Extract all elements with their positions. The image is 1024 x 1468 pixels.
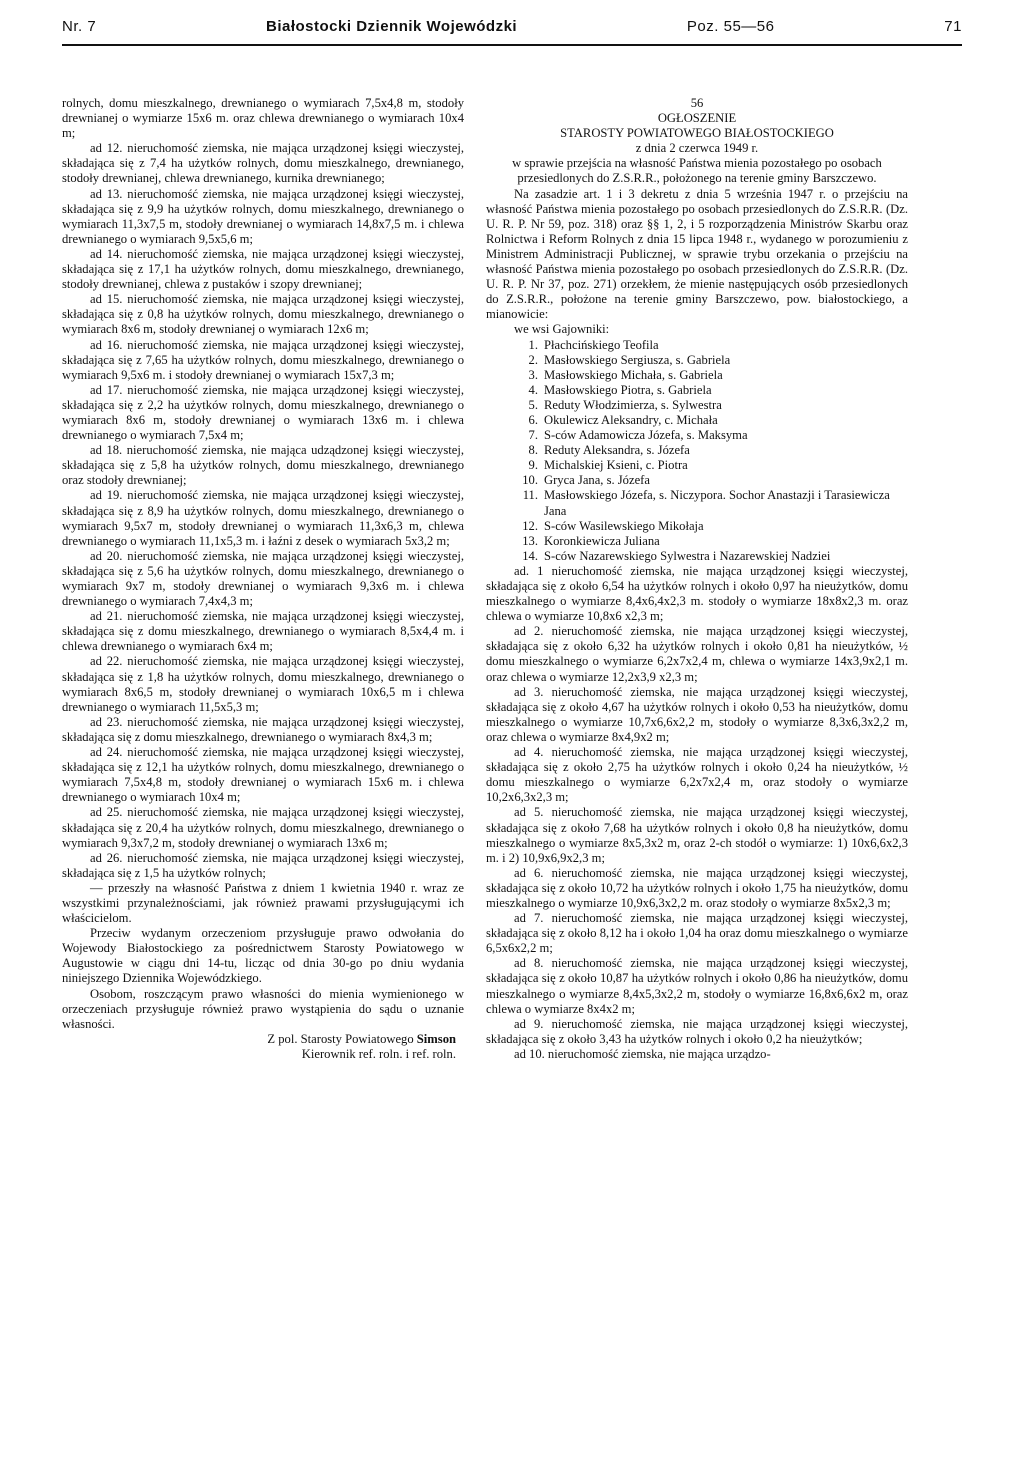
paragraph: ad 26. nieruchomość ziemska, nie mająca urządzonej księgi wieczystej, składająca się z 1,5 ha użytków rolnych; — [62, 850, 464, 880]
list-item: 4. Masłowskiego Piotra, s. Gabriela — [528, 382, 712, 397]
list-item: 13. Koronkiewicza Juliana — [522, 533, 660, 548]
list-item: 9. Michalskiej Ksieni, c. Piotra — [528, 458, 688, 473]
paragraph: ad 2. nieruchomość ziemska, nie mająca urządzonej księgi wieczystej, składająca się z około 6,32 ha użytków rolnych i około 0,81 ha nieużytków, ½ domu mieszkalnego o wymiarze 6,2x7x2,4 m, chlewa o wymiarze 14x3,9x2,1 m. oraz chlewa o wymiarze 12,2x3,9 x2,3 m; — [486, 624, 908, 684]
paragraph: ad 14. nieruchomość ziemska, nie mająca urządzonej księgi wieczystej, składająca się z 17,1 ha użytków rolnych, domu mieszkalnego, drewnianego, stodoły drewnianej, chlewa z pustaków i szopy drewnianej; — [62, 246, 464, 292]
paragraph: ad 9. nieruchomość ziemska, nie mająca urządzonej księgi wieczystej, składająca się z około 3,43 ha użytków rolnych i około 0,2 ha nieużytków; — [486, 1016, 908, 1046]
header-rule — [62, 44, 962, 46]
signature-name: Simson — [416, 1031, 456, 1046]
signature-prefix: Z pol. Starosty Powiatowego — [267, 1031, 414, 1046]
village-label: we wsi Gajowniki: — [514, 322, 610, 337]
page-number: 71 — [944, 18, 962, 35]
page-header — [62, 18, 962, 44]
left-column — [62, 96, 464, 1062]
paragraph: ad 17. nieruchomość ziemska, nie mająca urządzonej księgi wieczystej, składająca się z 2,2 ha użytków rolnych, domu mieszkalnego, drewnianego o wymiarach 8x6 m, stodoły drewnianej o wymiarach 13x6 m. i chlewa drewnianego o wymiarach 7,5x4 m; — [62, 382, 464, 443]
list-item: 14. S-ców Nazarewskiego Sylwestra i Nazarewskiej Nadziei — [522, 548, 831, 563]
appeal-paragraph: Przeciw wydanym orzeczeniom przysługuje prawo odwołania do Wojewody Białostockiego za pośrednictwem Starosty Powiatowego w Augustowie w ciągu dni 14-tu, licząc od dnia 30-go po dniu wydania niniejszego Dziennika Wojewódzkiego. — [62, 926, 464, 986]
signature-line — [62, 1032, 464, 1047]
paragraph: ad 16. nieruchomość ziemska, nie mająca urządzonej księgi wieczystej, składająca się z 7,65 ha użytków rolnych, domu mieszkalnego, drewnianego o wymiarach 9,5x6 m. i stodoły drewnianej o wymiarach 15x7,3 m; — [62, 337, 464, 382]
paragraph: ad 20. nieruchomość ziemska, nie mająca urządzonej księgi wieczystej, składająca się z 5,6 ha użytków rolnych, domu mieszkalnego, drewnianego o wymiarach 9x7 m, stodoły drewnianej o wymiarach 9,3x6 m. i chlewa drewnianego o wymiarach 7,4x4,3 m; — [62, 548, 464, 609]
paragraph: ad 10. nieruchomość ziemska, nie mająca urządzo- — [514, 1046, 771, 1061]
issue-number: Nr. 7 — [62, 18, 97, 35]
announcement-number: 56 — [690, 96, 704, 110]
list-item: 1. Płachcińskiego Teofila — [528, 337, 659, 352]
paragraph: ad 3. nieruchomość ziemska, nie mająca urządzonej księgi wieczystej, składająca się z około 4,67 ha użytków rolnych i około 0,53 ha nieużytków, domu mieszkalnego o wymiarze 10,7x6,6x2,2 m, stodoły o wymiarze 8,3x6,3x2,2 m, oraz chlewa o wymiarze 8x4,9x2 m; — [486, 684, 908, 744]
paragraph: ad 4. nieruchomość ziemska, nie mająca urządzonej księgi wieczystej, składająca się z około 2,75 ha użytków rolnych i około 0,24 ha nieużytków, ½ domu mieszkalnego o wymiarze 6,2x7x2,4 m, oraz stodoły o wymiarze 10,2x6,3x2,3 m; — [486, 745, 908, 805]
signature-role: Kierownik ref. roln. i ref. roln. — [301, 1046, 456, 1061]
paragraph: ad 12. nieruchomość ziemska, nie mająca urządzonej księgi wieczystej, składająca się z 7,4 ha użytków rolnych, domu mieszkalnego, drewnianego, stodoły drewnianej, chlewa drewnianego, kurnika drewnianego; — [62, 141, 464, 186]
announcement-issuer: STAROSTY POWIATOWEGO BIAŁOSTOCKIEGO — [560, 126, 834, 141]
paragraph: ad 13. nieruchomość ziemska, nie mająca urządzonej księgi wieczystej, składająca się z 9,9 ha użytków rolnych, domu mieszkalnego, drewnianego o wymiarach 11,3x7,5 m, stodoły drewnianej o wymiarach 14,8x7,5 m. i chlewa drewnianego o wymiarach 9,5x5,6 m; — [62, 186, 464, 246]
paragraph: ad 19. nieruchomość ziemska, nie mająca urządzonej księgi wieczystej, składająca się z 8,9 ha użytków rolnych, domu mieszkalnego, drewnianego o wymiarach 9,5x7 m, stodoły drewnianej o wymiarach 11,3x6,3 m, chlewa drewnianego o wymiarach 11,1x5,3 m. i łaźni z desek o wymiarach 5x3,2 m; — [62, 488, 464, 548]
paragraph: rolnych, domu mieszkalnego, drewnianego o wymiarach 7,5x4,8 m, stodoły drewnianej o wymiarze 15x6 m. oraz chlewa drewnianego o wymiarach 10x4 m; — [62, 96, 464, 141]
rights-paragraph: Osobom, roszczącym prawo własności do mienia wymienionego w orzeczeniach przysługuje również prawo wystąpienia do sądu o uznanie własności. — [62, 986, 464, 1031]
list-item: 8. Reduty Aleksandra, s. Józefa — [528, 443, 690, 458]
transfer-clause: — przeszły na własność Państwa z dniem 1 kwietnia 1940 r. wraz ze wszystkimi przynależnościami, jak również prawami przysługującymi ich właścicielom. — [62, 880, 464, 926]
paragraph: ad. 1 nieruchomość ziemska, nie mająca urządzonej księgi wieczystej, składająca się z około 6,54 ha użytków rolnych i około 0,97 ha nieużytków, domu mieszkalnego o wymiarze 8,4x6,4x2,3 m. stodoły o wymiarze 18x8x2,3 m. oraz chlewa o wymiarze 10,8x6 x2,3 m; — [486, 563, 908, 624]
list-item: 6. Okulewicz Aleksandry, c. Michała — [528, 412, 718, 427]
paragraph: ad 7. nieruchomość ziemska, nie mająca urządzonej księgi wieczystej, składająca się z około 8,12 ha i około 1,04 ha oraz domu mieszkalnego o wymiarze 6,5x6x2,2 m; — [486, 911, 908, 956]
announcement-date: z dnia 2 czerwca 1949 r. — [635, 141, 759, 156]
paragraph: ad 23. nieruchomość ziemska, nie mająca urządzonej księgi wieczystej, składająca się z domu mieszkalnego, drewnianego o wymiarach 8x4,3 m; — [62, 714, 464, 744]
paragraph: ad 6. nieruchomość ziemska, nie mająca urządzonej księgi wieczystej, składająca się z około 10,72 ha użytków rolnych i około 1,75 ha nieużytków, domu mieszkalnego o wymiarze 10,9x6,3x2,2 m. oraz stodoły o wymiarze 8x5x2,3 m; — [486, 865, 908, 910]
list-item: 11. Masłowskiego Józefa, s. Niczypora. Sochor Anastazji i Tarasiewicza Jana — [522, 488, 890, 518]
paragraph: ad 21. nieruchomość ziemska, nie mająca urządzonej księgi wieczystej, składająca się z domu mieszkalnego, drewnianego o wymiarach 8,5x4,4 m. i chlewa drewnianego o wymiarach 6x4 m; — [62, 609, 464, 654]
paragraph: ad 25. nieruchomość ziemska, nie mająca urządzonej księgi wieczystej, składająca się z 20,4 ha użytków rolnych, domu mieszkalnego, drewnianego o wymiarach 9,3x7,2 m, stodoły drewnianej o wymiarach 13x6 m; — [62, 805, 464, 850]
announcement-subject: w sprawie przejścia na własność Państwa mienia pozostałego po osobach przesiedlonych do Z.S.R.R., położonego na terenie gminy Barszczewo. — [512, 156, 882, 186]
list-item: 2. Masłowskiego Sergiusza, s. Gabriela — [528, 352, 731, 367]
paragraph: ad 5. nieruchomość ziemska, nie mająca urządzonej księgi wieczystej, składająca się z około 7,68 ha użytków rolnych i około 0,8 ha nieużytków, domu mieszkalnego o wymiarze 8x5,3x2 m, oraz 2-ch stodół o wymiarze: 1) 10x6,6x2,3 m. i 2) 10,9x6,9x2,3 m; — [486, 805, 908, 865]
list-item: 7. S-ców Adamowicza Józefa, s. Maksyma — [528, 428, 748, 443]
list-item: 10. Gryca Jana, s. Józefa — [522, 473, 650, 488]
list-item: 3. Masłowskiego Michała, s. Gabriela — [528, 367, 723, 382]
list-item: 5. Reduty Włodzimierza, s. Sylwestra — [528, 397, 722, 412]
paragraph: ad 24. nieruchomość ziemska, nie mająca urządzonej księgi wieczystej, składająca się z 12,1 ha użytków rolnych, domu mieszkalnego, drewnianego o wymiarach 7,5x4,8 m, stodoły drewnianej o wymiarach 15x6 m. i chlewa drewnianego o wymiarach 10x4 m; — [62, 745, 464, 805]
paragraph: ad 15. nieruchomość ziemska, nie mająca urządzonej księgi wieczystej, składająca się z 0,8 ha użytków rolnych, domu mieszkalnego, drewnianego o wymiarach 8x6 m, stodoły drewnianej o wymiarach 12x6 m; — [62, 292, 464, 337]
paragraph: ad 18. nieruchomość ziemska, nie mająca udządzonej księgi wieczystej, składająca się z 5,8 ha użytków rolnych, domu mieszkalnego, drewnianego oraz stodoły drewnianej; — [62, 443, 464, 488]
list-item: 12. S-ców Wasilewskiego Mikołaja — [522, 518, 704, 533]
right-column — [486, 96, 908, 1062]
announcement-title: OGŁOSZENIE — [657, 111, 737, 126]
journal-title: Białostocki Dziennik Wojewódzki — [266, 18, 518, 35]
paragraph: ad 22. nieruchomość ziemska, nie mająca urządzonej księgi wieczystej, składająca się z 1,8 ha użytków rolnych, domu mieszkalnego, drewnianego o wymiarach 8x6,5 m, stodoły drewnianej o wymiarach 10x6,5 m i chlewa drewnianego o wymiarach 11,5x5,3 m; — [62, 654, 464, 714]
paragraph: ad 8. nieruchomość ziemska, nie mająca urządzonej księgi wieczystej, składająca się z około 10,87 ha użytków rolnych i około 0,86 ha nieużytków, domu mieszkalnego o wymiarze 8,4x5,3x2,2 m, stodoły o wymiarze 16,8x6,6x2 m, oraz chlewa o wymiarze 8x4x2 m; — [486, 956, 908, 1016]
persons-list — [486, 338, 908, 564]
legal-basis: Na zasadzie art. 1 i 3 dekretu z dnia 5 września 1947 r. o przejściu na własność Państwa mienia pozostałego po osobach przesiedlonych do Z.S.R.R. (Dz. U. R. P. Nr 59, poz. 318) oraz §§ 1, 2, i 5 rozporządzenia Ministrów Skarbu oraz Rolnictwa i Reform Rolnych z dnia 15 lipca 1948 r., wydanego w porozumieniu z Ministrem Administracji Publicznej, w sprawie trybu orzekania o przejściu na własność Państwa mienia pozostałego po osobach przesiedlonych do Z.S.R.R. (Dz. U. R. P. Nr 37, poz. 271) orzekłem, że mienie następujących osób przesiedlonych do Z.S.R.R., położone na terenie gminy Barszczewo, pow. białostockiego, a mianowicie: — [486, 186, 908, 322]
position-number: Poz. 55—56 — [686, 18, 775, 35]
